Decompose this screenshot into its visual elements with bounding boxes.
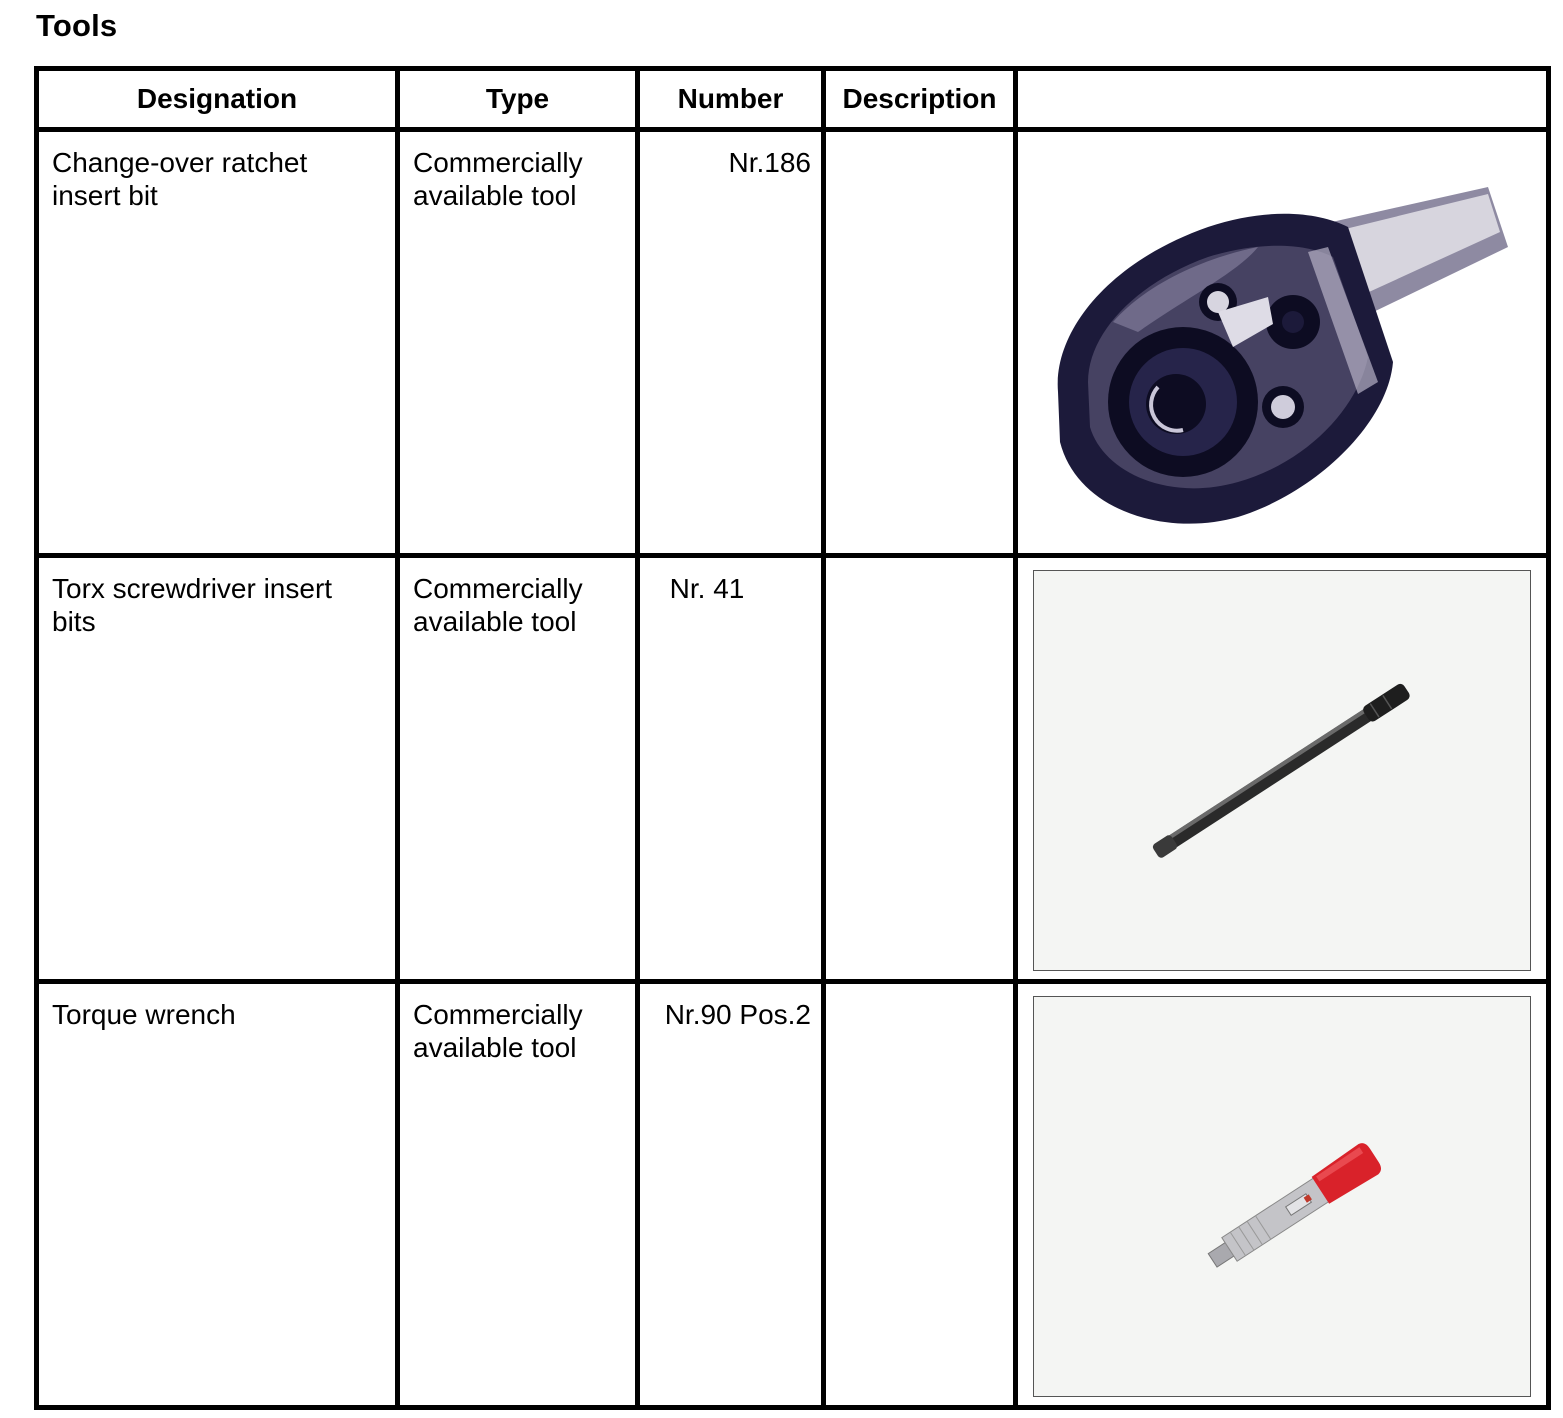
designation-cell [37,982,398,1408]
type-cell [398,556,638,982]
table-row [37,556,1549,982]
type-text: Commercially available tool [413,147,583,211]
table-row [37,130,1549,556]
description-cell [824,130,1016,556]
number-cell [638,556,824,982]
table-header-row [37,69,1549,130]
header-image [1016,69,1549,130]
image-frame [1033,996,1531,1397]
header-number: Number [638,69,824,130]
header-type: Type [398,69,638,130]
image-cell [1016,130,1549,556]
table-row [37,982,1549,1408]
image-cell [1016,556,1549,982]
header-description: Description [824,69,1016,130]
tools-table [34,66,1551,1410]
type-cell [398,130,638,556]
number-text: Nr.186 [728,147,811,178]
designation-text: Torque wrench [52,999,236,1030]
torque-wrench-icon [1034,997,1530,1396]
torx-bit-icon [1034,571,1530,970]
number-cell [638,130,824,556]
image-frame [1033,570,1531,971]
type-text: Commercially available tool [413,573,583,637]
number-text: Nr.90 Pos.2 [664,999,811,1030]
designation-text: Torx screwdriver insert bits [52,573,333,637]
designation-text: Change-over ratchet insert bit [52,147,308,211]
description-cell [824,556,1016,982]
description-text [826,984,1013,998]
ratchet-head-icon [1018,132,1541,550]
type-text: Commercially available tool [413,999,583,1063]
description-cell [824,982,1016,1408]
header-designation: Designation [37,69,398,130]
page-title: Tools [36,8,118,43]
image-cell [1016,982,1549,1408]
designation-cell [37,130,398,556]
number-text: Nr. 41 [669,573,745,604]
description-text [826,132,1013,146]
type-cell [398,982,638,1408]
description-text [826,558,1013,572]
designation-cell [37,556,398,982]
number-cell [638,982,824,1408]
